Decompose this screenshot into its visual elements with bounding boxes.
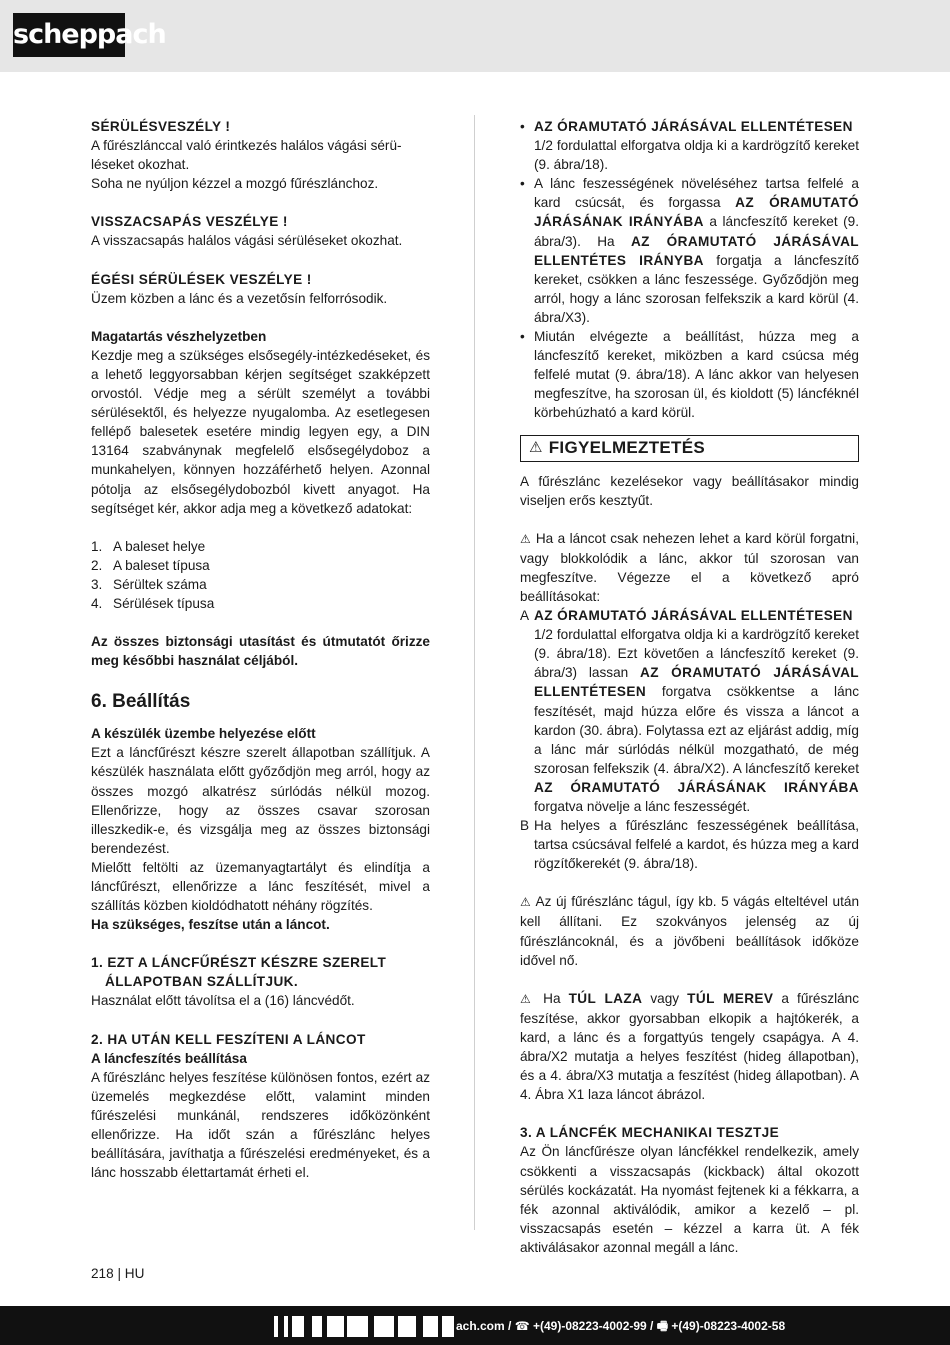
step1-title: 1. EZT A LÁNCFŰRÉSZT KÉSZRE SZERELT ÁLLAPOTBAN SZÁLLÍTJUK. — [91, 955, 387, 990]
list-item: 4. Sérülések típusa — [91, 595, 215, 611]
page-number: 218 | HU — [91, 1266, 145, 1281]
step3-text: Az Ön láncfűrésze olyan láncfékkel rendelkezik, amely csökkenti a visszacsapás (kickback) által okozott sérülés kockázatát. Ha nyomást fejtenek ki a fékkarra, a fék azonnal aktiválódik, amikor a kezelő – pl. visszacsapás esetén – kézzel a karra üt. A fék aktiválásakor azonnal megáll a lánc. — [520, 1144, 859, 1255]
page-header — [0, 0, 950, 72]
brand-logo: scheppach — [13, 13, 125, 57]
step-a: A AZ ÓRAMUTATÓ JÁRÁSÁVAL ELLENTÉTESEN 1/2 fordulattal elforgatva oldja ki a kardrögzítő kereket (9. ábra/18). Ezt követően a láncfeszítő kereket (9. ábra/3) lassan AZ ÓRAMUTATÓ JÁRÁSÁVAL ELLENTÉTESEN forgatva csökkentse a lánc feszítését, majd húzza előre és vissza a láncot a kardon (30. ábra). Folytassa ezt az eljárást addig, míg a lánc már súrlódás nélkül mozgatható, de még szorosan felfekszik (4. ábra/X2). A láncfeszítő kereket AZ ÓRAMUTATÓ JÁRÁSÁNAK IRÁNYÁBA forgatva növelje a lánc feszességét. — [520, 608, 860, 814]
info-list — [91, 537, 430, 613]
footer-contact: ach.com / ☎ +(49)-08223-4002-99 / 🖷 +(49)-08223-4002-58 — [456, 1319, 786, 1333]
danger-text: A fűrészlánccal való érintkezés halálos vágási sérü- — [91, 138, 402, 154]
section-title: 6. Beállítás — [91, 691, 191, 713]
left-column — [91, 117, 430, 1182]
step-b: B Ha helyes a fűrészlánc feszességének beállítása, tartsa csúcsával felfelé a kardot, és húzza meg a kard rögzítőkerekét (9. ábra/18). — [520, 818, 859, 872]
step3-title: 3. A LÁNCFÉK MECHANIKAI TESZTJE — [520, 1125, 780, 1141]
list-item: • AZ ÓRAMUTATÓ JÁRÁSÁVAL ELLENTÉTESEN 1/2 fordulattal elforgatva oldja ki a kardrögzítő kereket (9. ábra/18). — [520, 119, 859, 173]
danger-title-injury: SÉRÜLÉSVESZÉLY ! — [91, 119, 231, 134]
list-item: • A lánc feszességének növeléséhez tartsa felfelé a kard csúcsát, és forgassa AZ ÓRAMUTATÓ JÁRÁSÁNAK IRÁNYÁBA a láncfeszítő kereket (9. ábra/3). Ha AZ ÓRAMUTATÓ JÁRÁSÁVAL ELLENTÉTES IRÁNYBA forgatja a láncfeszítő kereket, csökken a lánc feszessége. Győződjön meg arról, hogy a lánc szorosan felfekszik a kard körül (4. ábra/X3). — [520, 176, 859, 325]
warning-title: FIGYELMEZTETÉS — [548, 438, 706, 458]
warning-box — [520, 435, 859, 462]
danger-text: Soha ne nyúljon kézzel a mozgó fűrészlánchoz. — [91, 176, 379, 192]
page-footer — [0, 1306, 950, 1345]
list-item: • Miután elvégezte a beállítást, húzza meg a láncfeszítő kereket, miközben a kard csúcsa még felfelé mutat (9. ábra/18). A lánc akkor van helyesen megfeszítve, ha szorosan ül, és kioldott (5) láncféknél körbehúzható a kard körül. — [520, 329, 859, 421]
warning-text: A fűrészlánc kezelésekor vagy beállításakor mindig viseljen erős kesztyűt. — [520, 473, 859, 508]
emergency-text: Kezdje meg a szükséges elsősegély-intézkedéseket, és a lehető leggyorsabban kérjen segítséget szakképzett orvostól. Védje meg a sérült személyt a további sérülésektől, és helyezze nyugalomba. Az esetlegesen fellépő balesetek esetére mindig legyen egy, a DIN 13164 szabványnak megfelelő elsősegélydoboz a munkahelyen, könnyen hozzáférhető helyen. Azonnal pótolja az elsősegélydobozból kivett anyagot. Ha segítséget kér, akkor adja meg a következő adatokat: — [91, 347, 430, 516]
danger-title-kickback: VISSZACSAPÁS VESZÉLYE ! — [91, 214, 288, 230]
new-chain-note: ⚠ Az új fűrészlánc tágul, így kb. 5 vágás elteltével után kell állítani. Ez szokványos jelenség az új fűrészláncoknál, és a jövőbeni beállítások időköze idővel nő. — [520, 894, 860, 968]
step1-text: Használat előtt távolítsa el a (16) láncvédőt. — [91, 993, 355, 1009]
list-item: 1. A baleset helye — [91, 538, 206, 554]
column-divider — [474, 115, 475, 1230]
step2-subtitle: A láncfeszítés beállítása — [91, 1050, 247, 1066]
list-item: 2. A baleset típusa — [91, 557, 210, 573]
adjustment-list — [520, 117, 859, 423]
warning-icon: ⚠ — [520, 895, 532, 910]
warning-icon: ⚠ — [529, 439, 543, 457]
emergency-title: Magatartás vészhelyzetben — [91, 328, 267, 344]
startup-text: Ezt a láncfűrészt készre szerelt állapotban szállítjuk. A készülék használata előtt győződjön meg arról, hogy az összes mozgó alkatrész súrlódás nélkül mozog. Ellenőrizze, hogy az összes csavar szorosan illeszkedik-e, és vizsgálja meg az összes biztonsági berendezést. — [91, 745, 430, 856]
footer-redaction — [154, 1316, 454, 1337]
danger-title-burns: ÉGÉSI SÉRÜLÉSEK VESZÉLYE ! — [91, 271, 312, 287]
startup-title: A készülék üzembe helyezése előtt — [91, 726, 316, 742]
warning-icon: ⚠ — [520, 531, 532, 546]
tension-wear-note: ⚠ Ha TÚL LAZA vagy TÚL MEREV a fűrészlánc feszítése, akkor gyorsabban elkopik a hajtókerék, a kard, a lánc és a forgattyús tengely csapágya. A 4. ábra/X2 mutatja a helyes feszítést (hideg állapotban), és a 4. ábra/X3 mutatja a feszítést (hideg állapotban). A 4. Ábra X1 laza láncot ábrázol. — [520, 990, 860, 1103]
warning-icon: ⚠ — [520, 991, 536, 1006]
step2-text: A fűrészlánc helyes feszítése különösen fontos, ezért az üzemelés megkezdése előtt, valamint minden fűrészelési munkánál, rendszeres időközönként ellenőrizze. Ha időt szán a fűrészlánc helyes beállítására, javíthatja a fűrészelési eredményeket, és a lánc hosszabb élettartamát érheti el. — [91, 1069, 430, 1181]
keep-instructions-note: Az összes biztonsági utasítást és útmutatót őrizze meg későbbi használat céljából. — [91, 634, 430, 669]
tight-chain-note: ⚠ Ha a láncot csak nehezen lehet a kard körül forgatni, vagy blokkolódik a lánc, akkor túl szorosan van megfeszítve. Végezze el a következő apró beállításokat: — [520, 530, 859, 604]
danger-text: Üzem közben a lánc és a vezetősín felforrósodik. — [91, 290, 388, 306]
step2-title: 2. HA UTÁN KELL FESZÍTENI A LÁNCOT — [91, 1031, 366, 1047]
startup-text: Mielőtt feltölti az üzemanyagtartályt és elindítja a láncfűrészt, ellenőrizze a lánc feszítését, mivel a szállítás közben kioldódhatott néhány rögzítés. — [91, 859, 430, 914]
danger-text: léseket okozhat. — [91, 157, 190, 173]
startup-tension-note: Ha szükséges, feszítse után a láncot. — [91, 917, 330, 933]
danger-text: A visszacsapás halálos vágási sérüléseket okozhat. — [91, 233, 403, 249]
list-item: 3. Sérültek száma — [91, 576, 207, 592]
right-column — [520, 117, 859, 1257]
